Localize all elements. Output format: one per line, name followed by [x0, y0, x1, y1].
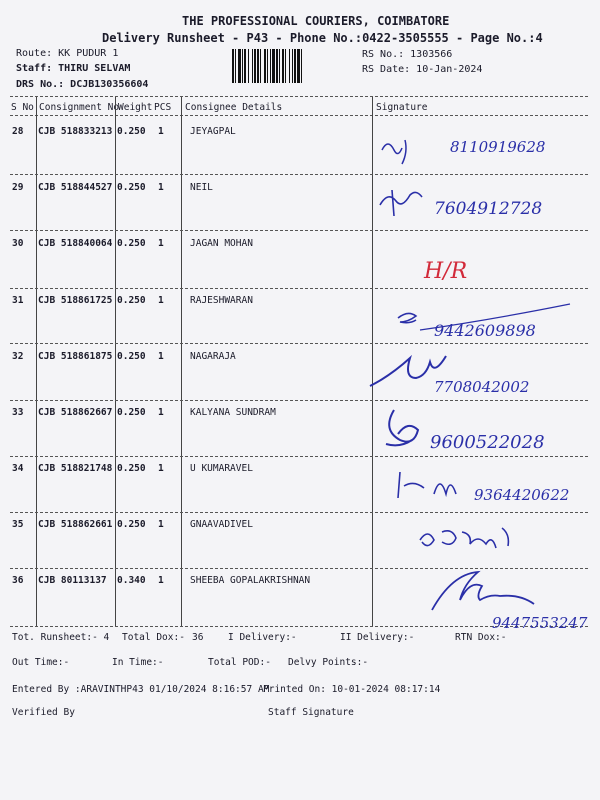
col-consignment: Consignment No	[39, 102, 120, 113]
verified-by: Verified By	[12, 707, 75, 718]
runsheet-subtitle: Delivery Runsheet - P43 - Phone No.:0422-3505555 - Page No.:4	[102, 31, 543, 45]
col-consignee: Consignee Details	[185, 102, 283, 113]
row-consignment: CJB 518861875	[38, 351, 113, 362]
delvy-points: Delvy Points:-	[288, 657, 369, 668]
row-weight: 0.250	[117, 519, 146, 530]
printed-on: Printed On: 10-01-2024 08:17:14	[263, 684, 441, 695]
row-divider	[10, 230, 588, 231]
row-pcs: 1	[158, 407, 164, 418]
row-weight: 0.250	[117, 182, 146, 193]
entered-by: Entered By :ARAVINTHP43 01/10/2024 8:16:57 AM	[12, 684, 270, 695]
row-divider	[10, 568, 588, 569]
row-consignment: CJB 80113137	[38, 575, 107, 586]
column-line	[36, 97, 37, 627]
row-sno: 28	[12, 126, 24, 137]
in-time: In Time:-	[112, 657, 164, 668]
row-pcs: 1	[158, 351, 164, 362]
row-pcs: 1	[158, 575, 164, 586]
row-divider	[10, 456, 588, 457]
total-pod: Total POD:-	[208, 657, 271, 668]
row-divider	[10, 288, 588, 289]
signature-mark	[420, 528, 508, 548]
row-sno: 29	[12, 182, 24, 193]
signature-phone: 9364420622	[474, 486, 570, 504]
row-weight: 0.340	[117, 575, 146, 586]
signature-mark	[380, 190, 542, 219]
route-label: Route: KK PUDUR 1	[16, 48, 119, 59]
row-consignee: U KUMARAVEL	[190, 463, 253, 474]
row-pcs: 1	[158, 519, 164, 530]
column-line	[115, 97, 116, 627]
col-pcs: PCS	[154, 102, 172, 113]
signature-mark	[370, 356, 529, 396]
out-time: Out Time:-	[12, 657, 70, 668]
signature-mark	[386, 410, 545, 453]
row-consignee: NAGARAJA	[190, 351, 236, 362]
drs-number: DRS No.: DCJB130356604	[16, 79, 149, 90]
row-weight: 0.250	[117, 126, 146, 137]
row-divider	[10, 512, 588, 513]
row-weight: 0.250	[117, 238, 146, 249]
row-divider	[10, 343, 588, 344]
staff-label: Staff: THIRU SELVAM	[16, 63, 131, 74]
signature-mark	[382, 138, 545, 164]
row-consignee: JAGAN MOHAN	[190, 238, 253, 249]
row-consignee: JEYAGPAL	[190, 126, 236, 137]
row-sno: 30	[12, 238, 24, 249]
column-line	[372, 97, 373, 627]
rs-date: RS Date: 10-Jan-2024	[362, 64, 483, 75]
barcode-bar	[302, 49, 304, 83]
rs-number: RS No.: 1303566	[362, 49, 453, 60]
total-dox-value: 36	[192, 632, 204, 643]
signature-phone: 7604912728	[434, 199, 543, 219]
table-bottom-divider	[10, 626, 588, 627]
row-consignment: CJB 518862667	[38, 407, 113, 418]
signature-phone: 9600522028	[430, 432, 545, 453]
header-divider	[10, 96, 588, 97]
row-pcs: 1	[158, 295, 164, 306]
rtn-dox: RTN Dox:-	[455, 632, 507, 643]
row-consignment: CJB 518840064	[38, 238, 113, 249]
row-consignee: SHEEBA GOPALAKRISHNAN	[190, 575, 311, 586]
row-consignee: NEIL	[190, 182, 213, 193]
row-pcs: 1	[158, 126, 164, 137]
row-consignee: RAJESHWARAN	[190, 295, 253, 306]
row-pcs: 1	[158, 182, 164, 193]
staff-signature-label: Staff Signature	[268, 707, 354, 718]
row-consignment: CJB 518862661	[38, 519, 113, 530]
signature-mark	[432, 572, 588, 632]
row-consignment: CJB 518833213	[38, 126, 113, 137]
signature-phone: 7708042002	[434, 378, 530, 396]
row-weight: 0.250	[117, 351, 146, 362]
signature-mark	[398, 304, 570, 340]
row-sno: 36	[12, 575, 24, 586]
company-title: THE PROFESSIONAL COURIERS, COIMBATORE	[182, 14, 450, 28]
signature-hr: H/R	[424, 259, 468, 284]
row-consignment: CJB 518821748	[38, 463, 113, 474]
col-weight: Weight	[118, 102, 153, 113]
row-consignee: KALYANA SUNDRAM	[190, 407, 276, 418]
row-weight: 0.250	[117, 407, 146, 418]
signature-phone: 9447553247	[492, 614, 588, 632]
ii-delivery: II Delivery:-	[340, 632, 415, 643]
row-consignment: CJB 518861725	[38, 295, 113, 306]
signature-phone: 9442609898	[434, 321, 536, 340]
signature-phone: 8110919628	[450, 138, 546, 156]
signature-mark	[398, 472, 569, 504]
row-pcs: 1	[158, 238, 164, 249]
row-consignee: GNAAVADIVEL	[190, 519, 253, 530]
tot-runsheet: Tot. Runsheet:- 4	[12, 632, 110, 643]
row-sno: 31	[12, 295, 24, 306]
row-sno: 32	[12, 351, 24, 362]
i-delivery: I Delivery:-	[228, 632, 297, 643]
row-sno: 33	[12, 407, 24, 418]
row-weight: 0.250	[117, 463, 146, 474]
total-dox-label: Total Dox:-	[122, 632, 185, 643]
row-divider	[10, 174, 588, 175]
row-weight: 0.250	[117, 295, 146, 306]
column-line	[181, 97, 182, 627]
row-consignment: CJB 518844527	[38, 182, 113, 193]
column-header-divider	[10, 115, 588, 116]
row-divider	[10, 400, 588, 401]
row-sno: 34	[12, 463, 24, 474]
barcode	[232, 49, 350, 83]
col-signature: Signature	[376, 102, 428, 113]
col-sno: S No	[11, 102, 34, 113]
row-sno: 35	[12, 519, 24, 530]
row-pcs: 1	[158, 463, 164, 474]
